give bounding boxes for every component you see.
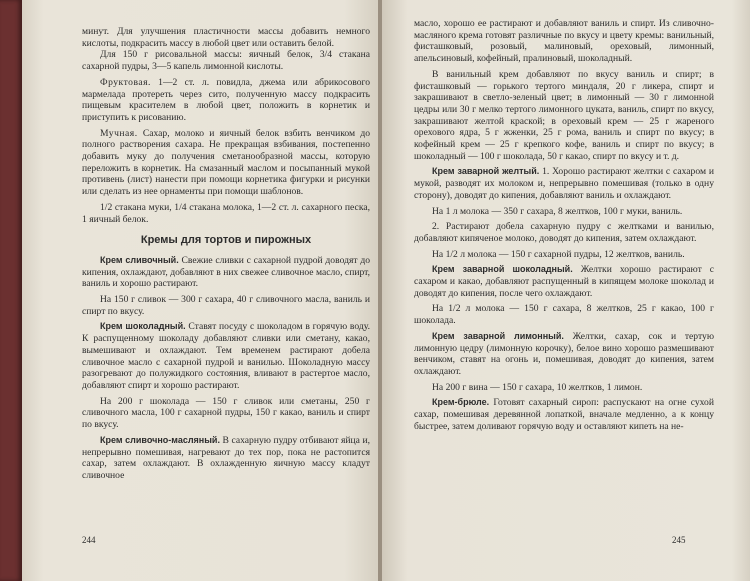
left-page [22, 0, 380, 581]
paragraph: Крем сливочный. Свежие сливки с сахарной пудрой доводят до кипения, охлаждают, добавляют в них свежее сливочное масло, спирт, ваниль и хорошо растирают. [82, 254, 370, 290]
paragraph: Для 150 г рисовальной массы: яичный белок, 3/4 стакана сахарной пудры, 3—5 капель лимонной кислоты. [82, 49, 370, 73]
recipe-title: Крем заварной желтый. [432, 166, 540, 177]
paragraph: На 150 г сливок — 300 г сахара, 40 г сливочного масла, ваниль и спирт по вкусу. [82, 294, 370, 317]
paragraph: На 1/2 л молока — 150 г сахара, 8 желтков, 25 г какао, 100 г шоколада. [414, 303, 714, 327]
right-text-column [414, 18, 714, 433]
recipe-title: Крем-брюле. [432, 397, 490, 408]
paragraph: На 200 г вина — 150 г сахара, 10 желтков, 1 лимон. [432, 381, 643, 393]
paragraph: Крем заварной шоколадный. Желтки хорошо растирают с сахаром и какао, добавляют распущенный в кипящем молоке шоколад и доводят до кипения, после чего охлаждают. [414, 264, 715, 299]
book-cover-edge [0, 0, 22, 581]
paragraph: Крем заварной лимонный. Желтки, сахар, сок и тертую лимонную цедру (лимонную корочку), белое вино хорошо размешивают венчиком, ставят на огонь и, помешивая, доводят до кипения, затем охлаждают. [414, 330, 714, 377]
right-page [382, 0, 750, 581]
recipe-title: Фруктовая. [100, 76, 151, 88]
paragraph: Крем сливочно-масляный. В сахарную пудру отбивают яйца и, непрерывно помешивая, нагревают до тех пор, пока не растопится сахар, затем охлаждают. В охлажденную яичную массу кладут сливочное [82, 434, 371, 481]
paragraph: Фруктовая. 1—2 ст. л. повидла, джема или абрикосового мармелада протереть через сито, полученную массу подкрасить пищевым красителем в любой цвет, положить в корнетик и приступить к рисованию. [82, 76, 370, 123]
recipe-title: Крем заварной шоколадный. [432, 264, 573, 275]
paragraph: Крем шоколадный. Ставят посуду с шоколадом в горячую воду. К распущенному шоколаду добавляют сливки или сметану, какао, вымешивают и охлаждают. Тем временем растирают добела сливочное масло с сахарной пудрой и ванилью. Шоколадную массу разогревают до полужидкого состояния, вливают в растертое масло, добавляют спирт и хорошо растирают. [82, 321, 370, 391]
recipe-title: Крем сливочный. [100, 254, 179, 265]
paragraph: В ванильный крем добавляют по вкусу ваниль и спирт; в фисташковый — горького тертого миндаля, 20 г ликера, спирт и закрашивают в светло-зеленый цвет; в лимонный — 30 г лимонной цедры или 30 г мелко тертого лимонного цуката, ваниль, спирт по вкусу, закрашивают желтой краской; в ореховый крем — 25 г жареного орехового ядра, 5 г жженки, 25 г рома, ваниль и спирт по вкусу; в кофейный крем — 25 г крепкого кофе, ваниль и спирт по вкусу; в шоколадный — 100 г шоколада, 50 г какао, спирт по вкусу и т. д. [414, 68, 714, 162]
paragraph: Крем заварной желтый. 1. Хорошо растирают желтки с сахаром и мукой, разводят их молоком и, непрерывно помешивая (только в одну сторону), доводят до кипения, добавляют ваниль и охлаждают. [414, 166, 714, 201]
page-number: 245 [672, 535, 686, 545]
recipe-title: Мучная. [100, 127, 138, 139]
recipe-title: Крем шоколадный. [100, 321, 186, 332]
paragraph: 1/2 стакана муки, 1/4 стакана молока, 1—2 ст. л. сахарного песка, 1 яичный белок. [82, 201, 370, 225]
recipe-title: Крем заварной лимонный. [432, 330, 564, 341]
paragraph: На 1/2 л молока — 150 г сахарной пудры, 12 желтков, ваниль. [432, 248, 685, 260]
paragraph: Мучная. Сахар, молоко и яичный белок взбить венчиком до полного растворения сахара. Не прекращая взбивания, постепенно добавить муку до получения сметанообразной массы, которую переложить в корнетик. На смазанный маслом и посыпанный мукой противень (лист) нанести при помощи корнетика фигурки и рисунки или сделать из нее орнаменты при помощи шаблонов. [82, 127, 370, 198]
paragraph: масло, хорошо ее растирают и добавляют ваниль и спирт. Из сливочно-масляного крема готовят различные по вкусу и цвету кремы: ванильный, фисташковый, розовый, малиновый, ореховый, лимонный, апельсиновый, кофейный, пралиновый, шоколадный. [414, 18, 714, 65]
paragraph: Крем-брюле. Готовят сахарный сироп: распускают на огне сухой сахар, помешивая деревянной лопаткой, вначале медленно, а к концу быстрее, затем доливают горячую воду и оставляют кипеть на не- [414, 397, 714, 432]
recipe-title: Крем сливочно-масляный. [100, 434, 220, 445]
paragraph: На 200 г шоколада — 150 г сливок или сметаны, 250 г сливочного масла, 100 г сахарной пудры, 150 г какао, ваниль и спирт по вкусу. [82, 395, 370, 431]
section-heading: Кремы для тортов и пирожных [140, 234, 312, 247]
paragraph: минут. Для улучшения пластичности массы добавить немного кислоты, подкрасить массу в любой цвет или оставить белой. [82, 26, 370, 49]
paragraph: 2. Растирают добела сахарную пудру с желтками и ванилью, добавляют кипяченое молоко, доводят до кипения, затем охлаждают. [414, 221, 714, 244]
paragraph: На 1 л молока — 350 г сахара, 8 желтков, 100 г муки, ваниль. [432, 205, 683, 217]
left-text-column [82, 26, 370, 482]
page-number: 244 [82, 535, 96, 545]
